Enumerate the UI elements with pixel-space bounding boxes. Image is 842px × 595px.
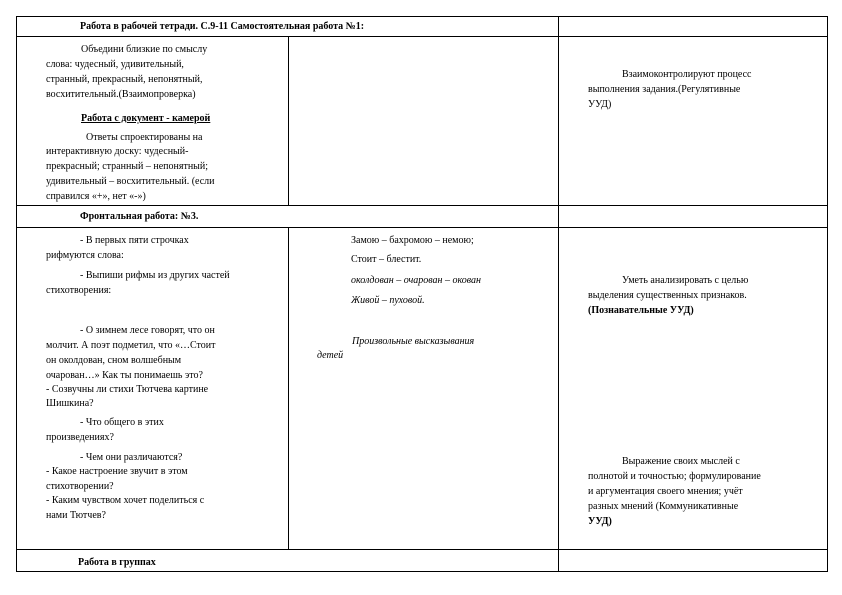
rhyme-line: околдован – очарован – окован [351, 275, 481, 286]
answer-line: Ответы спроектированы на [86, 132, 203, 143]
rhyme-line: Живой – пуховой. [351, 295, 425, 306]
task-text-line: Объедини близкие по смыслу [81, 44, 208, 55]
column-divider [558, 16, 559, 572]
rhyme-line: Стоит – блестит. [351, 254, 422, 265]
question-line: стихотворения: [46, 285, 112, 296]
question-line: - Выпиши рифмы из других частей [80, 270, 230, 281]
question-line: стихотворении? [46, 481, 114, 492]
rhyme-line: Замою – бахромою – немою; [351, 235, 474, 246]
question-line: Шишкина? [46, 398, 94, 409]
question-line: - О зимнем лесе говорят, что он [80, 325, 215, 336]
uud-text-line: Выражение своих мыслей с [622, 456, 740, 467]
uud-text-line: полнотой и точностью; формулирование [588, 471, 761, 482]
uud-text-line: разных мнений (Коммуникативные [588, 501, 739, 512]
question-line: - Каким чувством хочет поделиться с [46, 495, 205, 506]
question-line: рифмуются слова: [46, 250, 124, 261]
row-divider [16, 205, 828, 206]
question-line: - Чем они различаются? [80, 452, 183, 463]
uud-text-line: (Познавательные УУД) [588, 305, 694, 316]
uud-text-line: УУД) [588, 99, 612, 110]
note-line: детей [317, 350, 344, 361]
middle-column-divider [288, 227, 289, 549]
question-line: - Созвучны ли стихи Тютчева картине [46, 384, 209, 395]
row-header: Работа в группах [78, 557, 156, 568]
question-line: - Что общего в этих [80, 417, 164, 428]
answer-line: интерактивную доску: чудесный- [46, 146, 189, 157]
table-border-left [16, 16, 17, 572]
table-border-right [827, 16, 828, 572]
question-line: - В первых пяти строчках [80, 235, 189, 246]
uud-text-line: Уметь анализировать с целью [622, 275, 749, 286]
row-header: Фронтальная работа: №3. [80, 211, 199, 222]
uud-text-line: и аргументация своего мнения; учёт [588, 486, 743, 497]
answer-line: справился «+», нет «-») [46, 191, 146, 202]
task-text-line: восхитительный.(Взаимопроверка) [46, 89, 196, 100]
note-line: Произвольные высказывания [352, 336, 475, 347]
uud-text-line: выполнения задания.(Регулятивные [588, 84, 741, 95]
middle-column-divider [288, 36, 289, 205]
question-line: молчит. А поэт подметил, что «…Стоит [46, 340, 216, 351]
uud-text-line: выделения существенных признаков. [588, 290, 747, 301]
question-line: очарован…» Как ты понимаешь это? [46, 370, 203, 381]
question-line: произведениях? [46, 432, 114, 443]
row-divider [16, 549, 828, 550]
question-line: - Какое настроение звучит в этом [46, 466, 188, 477]
camera-heading: Работа с документ - камерой [81, 113, 211, 124]
row-divider [16, 227, 828, 228]
uud-text-line: УУД) [588, 516, 612, 527]
question-line: нами Тютчев? [46, 510, 106, 521]
row-header: Работа в рабочей тетради. С.9-11 Самостоятельная работа №1: [80, 21, 365, 32]
table-border-bottom [16, 571, 828, 572]
uud-text-line: Взаимоконтролируют процесс [622, 69, 752, 80]
row-divider [16, 36, 828, 37]
answer-line: прекрасный; странный – непонятный; [46, 161, 209, 172]
table-border-top [16, 16, 828, 17]
task-text-line: странный, прекрасный, непонятный, [46, 74, 203, 85]
task-text-line: слова: чудесный, удивительный, [46, 59, 184, 70]
question-line: он околдован, сном волшебным [46, 355, 182, 366]
answer-line: удивительный – восхитительный. (если [46, 176, 215, 187]
